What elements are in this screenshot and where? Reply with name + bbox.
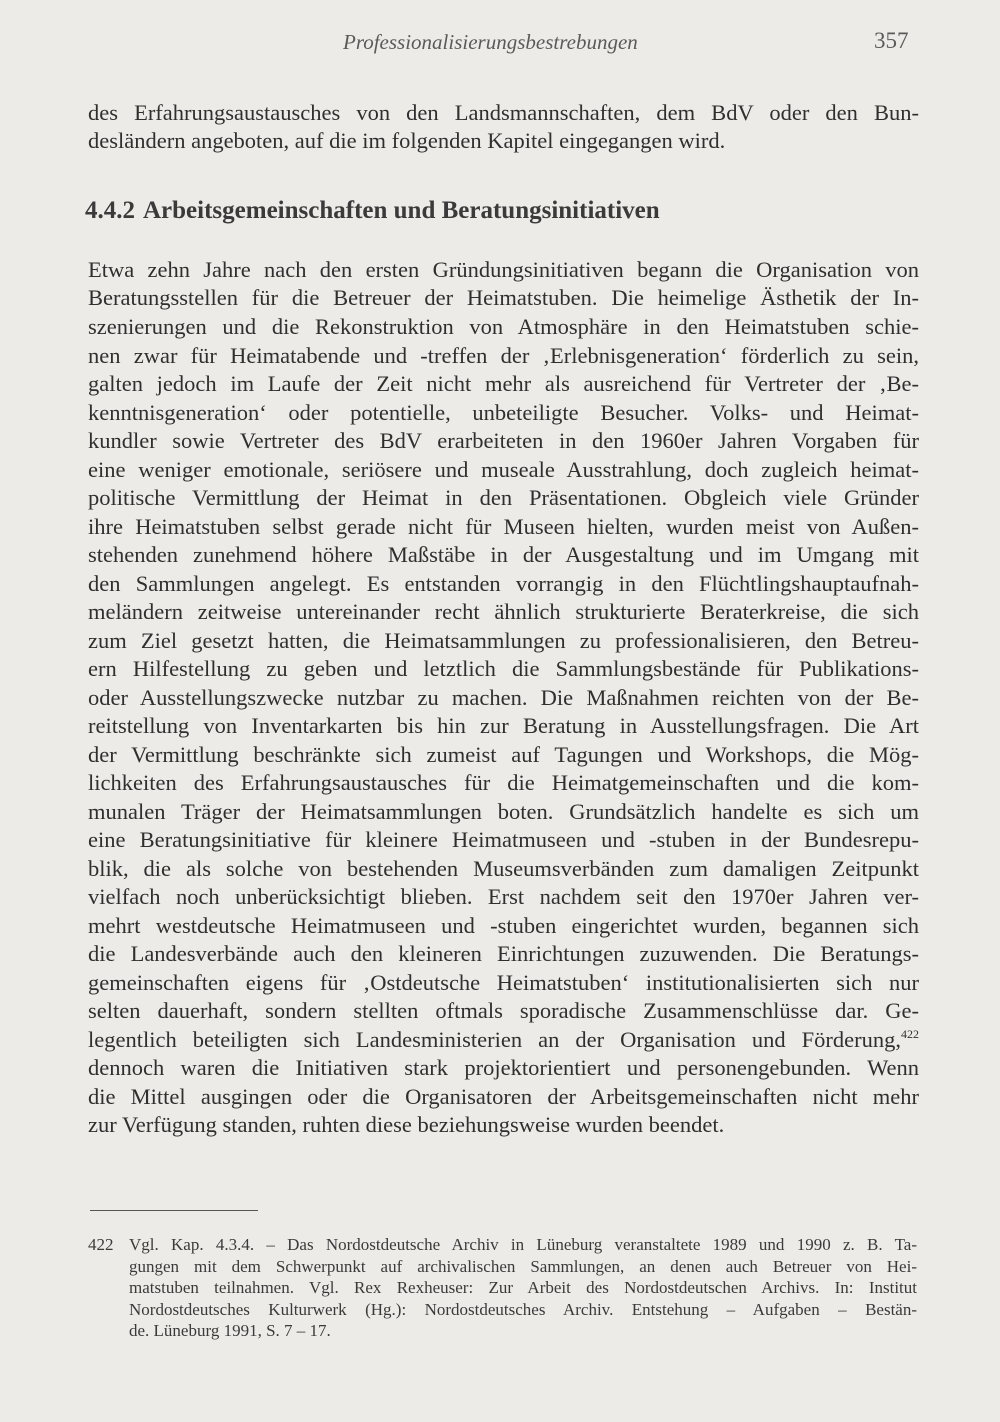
footnote-separator	[90, 1210, 258, 1211]
body-line: Etwa zehn Jahre nach den ersten Gründungsinitiativen begann die Organisation von	[88, 257, 919, 282]
body-line: dennoch waren die Initiativen stark projektorientiert und personengebunden. Wenn	[88, 1055, 919, 1080]
intro-line: desländern angeboten, auf die im folgenden Kapitel eingegangen wird.	[88, 128, 726, 153]
footnote-line: Vgl. Kap. 4.3.4. – Das Nordostdeutsche Archiv in Lüneburg veranstaltete 1989 und 1990 z. B. Ta-	[129, 1235, 917, 1254]
body-line: mehrt westdeutsche Heimatmuseen und -stuben eingerichtet wurden, begannen sich	[88, 913, 919, 938]
body-line: ihre Heimatstuben selbst gerade nicht für Museen hielten, wurden meist von Außen-	[88, 514, 919, 539]
footnote-line: Nordostdeutsches Kulturwerk (Hg.): Nordostdeutsches Archiv. Entstehung – Aufgaben – Bestän-	[129, 1300, 917, 1319]
body-line: zur Verfügung standen, ruhten diese beziehungsweise wurden beendet.	[88, 1112, 725, 1137]
running-header: Professionalisierungsbestrebungen	[343, 30, 638, 54]
section-number: 4.4.2	[85, 197, 135, 224]
body-line: stehenden zunehmend höhere Maßstäbe in der Ausgestaltung und im Umgang mit	[88, 542, 919, 567]
footnote-line: matstuben teilnahmen. Vgl. Rex Rexheuser: Zur Arbeit des Nordostdeutschen Archivs. In: Institut	[129, 1278, 917, 1297]
section-title: Arbeitsgemeinschaften und Beratungsinitiativen	[143, 197, 660, 224]
body-line: eine weniger emotionale, seriösere und museale Ausstrahlung, doch zugleich heimat-	[88, 457, 919, 482]
page-number: 357	[874, 28, 909, 53]
body-line: eine Beratungsinitiative für kleinere Heimatmuseen und -stuben in der Bundesrepu-	[88, 827, 919, 852]
body-line: reitstellung von Inventarkarten bis hin zur Beratung in Ausstellungsfragen. Die Art	[88, 713, 919, 738]
body-line: der Vermittlung beschränkte sich zumeist auf Tagungen und Workshops, die Mög-	[88, 742, 919, 767]
body-line: vielfach noch unberücksichtigt blieben. Erst nachdem seit den 1970er Jahren ver-	[88, 884, 919, 909]
body-line: kundler sowie Vertreter des BdV erarbeiteten in den 1960er Jahren Vorgaben für	[88, 428, 919, 453]
body-line: Beratungsstellen für die Betreuer der Heimatstuben. Die heimelige Ästhetik der In-	[88, 285, 919, 310]
body-line: galten jedoch im Laufe der Zeit nicht mehr als ausreichend für Vertreter der ‚Be-	[88, 371, 919, 396]
body-line	[88, 1026, 919, 1054]
intro-line: des Erfahrungsaustausches von den Landsmannschaften, dem BdV oder den Bun-	[88, 100, 919, 125]
body-line: politische Vermittlung der Heimat in den Präsentationen. Obgleich viele Gründer	[88, 485, 919, 510]
body-line: meländern zeitweise untereinander recht ähnlich strukturierte Beraterkreise, die sich	[88, 599, 919, 624]
body-line: den Sammlungen angelegt. Es entstanden vorrangig in den Flüchtlingshauptaufnah-	[88, 571, 919, 596]
body-line-text: legentlich beteiligten sich Landesministerien an der Organisation und Förderung,	[88, 1027, 901, 1052]
section-heading	[85, 197, 660, 225]
body-line: munalen Träger der Heimatsammlungen boten. Grundsätzlich handelte es sich um	[88, 799, 919, 824]
footnote-line: gungen mit dem Schwerpunkt auf archivalischen Sammlungen, an denen auch Betreuer von Hei-	[129, 1257, 917, 1276]
body-line: oder Ausstellungszwecke nutzbar zu machen. Die Maßnahmen reichten von der Be-	[88, 685, 919, 710]
body-line: selten dauerhaft, sondern stellten oftmals sporadische Zusammenschlüsse dar. Ge-	[88, 998, 919, 1023]
body-line: lichkeiten des Erfahrungsaustausches für die Heimatgemeinschaften und die kom-	[88, 770, 919, 795]
body-line: nen zwar für Heimatabende und -treffen der ‚Erlebnisgeneration‘ förderlich zu sein,	[88, 343, 919, 368]
body-line: gemeinschaften eigens für ‚Ostdeutsche Heimatstuben‘ institutionalisierten sich nur	[88, 970, 919, 995]
footnote-number: 422	[88, 1235, 114, 1254]
body-line: zum Ziel gesetzt hatten, die Heimatsammlungen zu professionalisieren, den Betreu-	[88, 628, 919, 653]
footnote-line: de. Lüneburg 1991, S. 7 – 17.	[129, 1321, 331, 1340]
body-line: die Mittel ausgingen oder die Organisatoren der Arbeitsgemeinschaften nicht mehr	[88, 1084, 919, 1109]
body-line: blik, die als solche von bestehenden Museumsverbänden zum damaligen Zeitpunkt	[88, 856, 919, 881]
body-line: kenntnisgeneration‘ oder potentielle, unbeteiligte Besucher. Volks- und Heimat-	[88, 400, 919, 425]
body-line: szenierungen und die Rekonstruktion von Atmosphäre in den Heimatstuben schie-	[88, 314, 919, 339]
body-line: ern Hilfestellung zu geben und letztlich die Sammlungsbestände für Publikations-	[88, 656, 919, 681]
body-line: die Landesverbände auch den kleineren Einrichtungen zuzuwenden. Die Beratungs-	[88, 941, 919, 966]
footnote-reference: 422	[901, 1027, 919, 1041]
